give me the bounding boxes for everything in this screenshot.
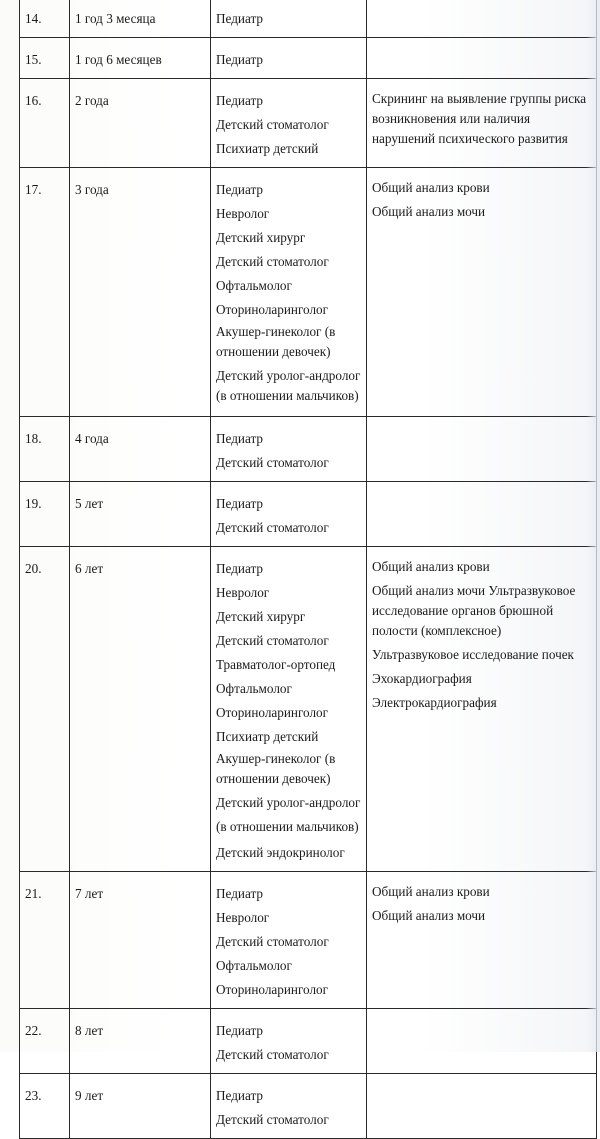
- specialists-cell: [211, 1009, 367, 1074]
- age-period: 8 лет: [70, 1009, 211, 1074]
- row-number: 20.: [20, 547, 70, 872]
- age-period: 2 года: [70, 79, 211, 168]
- specialist-item: Педиатр: [216, 1023, 263, 1038]
- specialist-item: Невролог: [216, 910, 270, 925]
- specialist-item: Оториноларинголог: [216, 302, 329, 317]
- specialists-cell: [211, 168, 367, 417]
- row-number: 21.: [20, 872, 70, 1009]
- table-row: [20, 79, 597, 168]
- specialist-item: Офтальмолог: [216, 958, 292, 973]
- specialist-item: Детский стоматолог: [216, 455, 329, 470]
- specialist-item: Акушер-гинеколог (в отношении девочек): [216, 324, 336, 359]
- specialist-item: Детский стоматолог: [216, 1047, 329, 1062]
- row-number: 16.: [20, 79, 70, 168]
- test-item: Электрокардиография: [372, 695, 497, 710]
- age-period: 4 года: [70, 417, 211, 482]
- table-row: [20, 1074, 597, 1139]
- table-row: [20, 482, 597, 547]
- specialist-item: Офтальмолог: [216, 681, 292, 696]
- specialists-cell: [211, 872, 367, 1009]
- specialist-item: Детский стоматолог: [216, 633, 329, 648]
- row-number: 15.: [20, 38, 70, 79]
- specialist-item: Педиатр: [216, 1088, 263, 1103]
- test-item: Общий анализ крови: [372, 559, 490, 574]
- specialist-item: (в отношении мальчиков): [216, 819, 359, 834]
- table-row: [20, 1009, 597, 1074]
- specialists-cell: [211, 79, 367, 168]
- age-period: 9 лет: [70, 1074, 211, 1139]
- specialist-item: Детский стоматолог: [216, 117, 329, 132]
- specialists-cell: [211, 547, 367, 872]
- row-number: 14.: [20, 0, 70, 38]
- test-item: Общий анализ крови: [372, 884, 490, 899]
- specialist-item: Детский стоматолог: [216, 254, 329, 269]
- table-row: [20, 168, 597, 417]
- tests-cell: [367, 168, 597, 417]
- specialist-item: Детский хирург: [216, 230, 306, 245]
- specialist-item: Педиатр: [216, 496, 263, 511]
- age-period: 7 лет: [70, 872, 211, 1009]
- table-row: [20, 417, 597, 482]
- table-row: [20, 38, 597, 79]
- specialists-cell: [211, 417, 367, 482]
- examination-schedule-table: [19, 0, 597, 1139]
- tests-cell: [367, 1009, 597, 1074]
- test-item: Скрининг на выявление группы риска возникновения или наличия нарушений психического развития: [372, 91, 587, 146]
- age-period: 1 год 3 месяца: [70, 0, 211, 38]
- tests-cell: [367, 79, 597, 168]
- specialist-item: Невролог: [216, 585, 270, 600]
- specialist-item: Офтальмолог: [216, 278, 292, 293]
- table-row: [20, 547, 597, 872]
- tests-cell: [367, 547, 597, 872]
- age-period: 3 года: [70, 168, 211, 417]
- specialist-item: Травматолог-ортопед: [216, 657, 336, 672]
- specialist-item: Психиатр детский: [216, 729, 319, 744]
- tests-cell: [367, 417, 597, 482]
- specialist-item: Педиатр: [216, 52, 263, 67]
- test-item: Общий анализ крови: [372, 180, 490, 195]
- specialist-item: Детский стоматолог: [216, 1112, 329, 1127]
- specialist-item: Детский эндокринолог: [216, 845, 345, 860]
- specialist-item: Педиатр: [216, 11, 263, 26]
- test-item: Общий анализ мочи: [372, 204, 486, 219]
- tests-cell: [367, 38, 597, 79]
- specialist-item: Психиатр детский: [216, 141, 319, 156]
- tests-cell: [367, 482, 597, 547]
- test-item: Общий анализ мочи Ультразвуковое исследование органов брюшной полости (комплексное): [372, 583, 576, 638]
- specialist-item: Детский стоматолог: [216, 934, 329, 949]
- specialist-item: Детский стоматолог: [216, 520, 329, 535]
- row-number: 18.: [20, 417, 70, 482]
- page-edge-shadow: [586, 0, 600, 1052]
- specialist-item: Оториноларинголог: [216, 982, 329, 997]
- specialists-cell: [211, 0, 367, 38]
- test-item: Общий анализ мочи: [372, 908, 486, 923]
- table-row: [20, 872, 597, 1009]
- tests-cell: [367, 0, 597, 38]
- tests-cell: [367, 872, 597, 1009]
- specialists-cell: [211, 1074, 367, 1139]
- specialist-item: Детский уролог-андролог: [216, 795, 361, 810]
- specialist-item: Педиатр: [216, 561, 263, 576]
- specialist-item: Педиатр: [216, 431, 263, 446]
- test-item: Ультразвуковое исследование почек: [372, 647, 574, 662]
- test-item: Эхокардиография: [372, 671, 472, 686]
- age-period: 1 год 6 месяцев: [70, 38, 211, 79]
- table-row: [20, 0, 597, 38]
- specialist-item: Акушер-гинеколог (в отношении девочек): [216, 751, 336, 786]
- row-number: 23.: [20, 1074, 70, 1139]
- specialist-item: Педиатр: [216, 886, 263, 901]
- row-number: 17.: [20, 168, 70, 417]
- specialists-cell: [211, 38, 367, 79]
- tests-cell: [367, 1074, 597, 1139]
- specialists-cell: [211, 482, 367, 547]
- age-period: 6 лет: [70, 547, 211, 872]
- specialist-item: Педиатр: [216, 93, 263, 108]
- specialist-item: Детский уролог-андролог (в отношении мальчиков): [216, 368, 361, 403]
- specialist-item: Невролог: [216, 206, 270, 221]
- age-period: 5 лет: [70, 482, 211, 547]
- table-body: [20, 0, 597, 1139]
- specialist-item: Педиатр: [216, 182, 263, 197]
- row-number: 19.: [20, 482, 70, 547]
- specialist-item: Оториноларинголог: [216, 705, 329, 720]
- row-number: 22.: [20, 1009, 70, 1074]
- specialist-item: Детский хирург: [216, 609, 306, 624]
